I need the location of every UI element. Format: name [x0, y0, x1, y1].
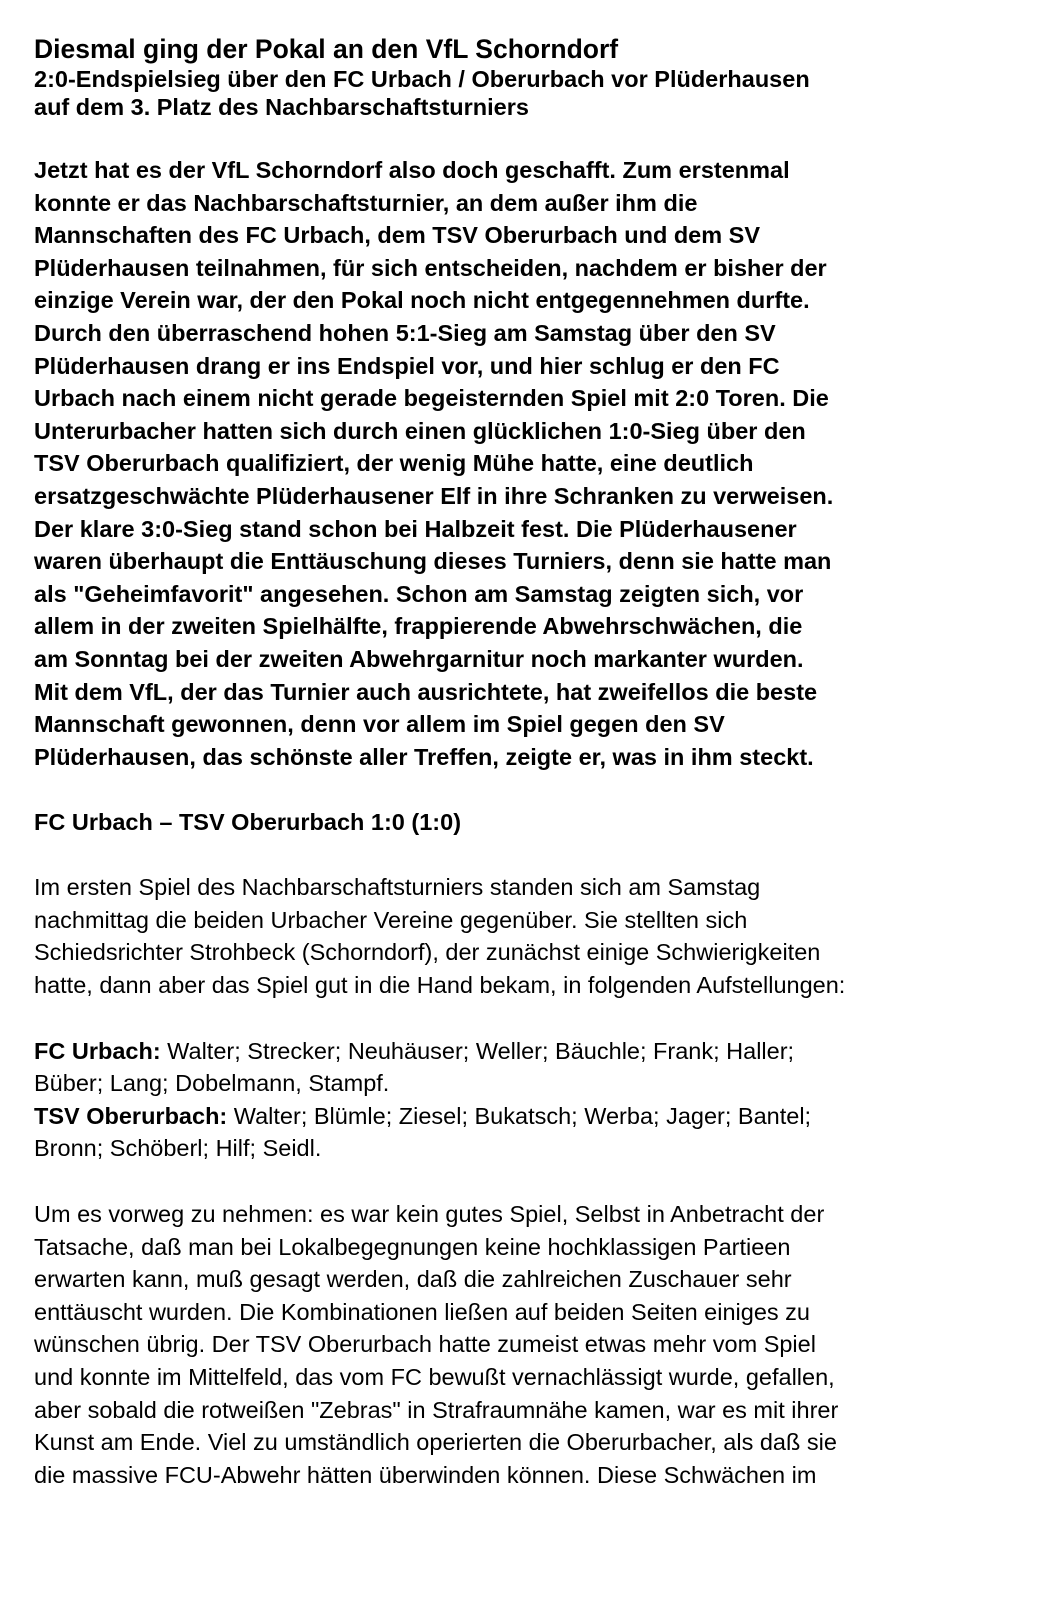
lead-line: am Sonntag bei der zweiten Abwehrgarnitur noch markanter wurden.: [34, 645, 804, 672]
intro-line: nachmittag die beiden Urbacher Vereine gegenüber. Sie stellten sich: [34, 906, 748, 933]
report-paragraph: [34, 1198, 1041, 1491]
intro-line: Schiedsrichter Strohbeck (Schorndorf), der zunächst einige Schwierigkeiten: [34, 939, 821, 966]
report-line: wünschen übrig. Der TSV Oberurbach hatte zumeist etwas mehr vom Spiel: [34, 1331, 816, 1358]
lead-line: Durch den überraschend hohen 5:1-Sieg am Samstag über den SV: [34, 319, 776, 346]
lineups: [34, 1035, 1041, 1165]
subheadline: [34, 65, 1041, 121]
lead-line: als "Geheimfavorit" angesehen. Schon am Samstag zeigten sich, vor: [34, 580, 804, 607]
lead-line: Plüderhausen teilnahmen, für sich entscheiden, nachdem er bisher der: [34, 254, 827, 281]
lineup-players: Walter; Strecker; Neuhäuser; Weller; Bäuchle; Frank; Haller;: [160, 1037, 795, 1064]
lead-line: waren überhaupt die Enttäuschung dieses Turniers, denn sie hatte man: [34, 548, 832, 575]
lead-line: Plüderhausen, das schönste aller Treffen, zeigte er, was in ihm steckt.: [34, 743, 814, 770]
lead-line: TSV Oberurbach qualifiziert, der wenig Mühe hatte, eine deutlich: [34, 450, 754, 477]
lineup-line: [34, 1100, 1041, 1133]
report-line: Tatsache, daß man bei Lokalbegegnungen keine hochklassigen Partieen: [34, 1233, 791, 1260]
lead-line: einzige Verein war, der den Pokal noch nicht entgegennehmen durfte.: [34, 287, 810, 314]
intro-line: hatte, dann aber das Spiel gut in die Hand bekam, in folgenden Aufstellungen:: [34, 972, 846, 999]
lead-line: Der klare 3:0-Sieg stand schon bei Halbzeit fest. Die Plüderhausener: [34, 515, 797, 542]
lead-paragraph: [34, 154, 1041, 773]
lead-line: Urbach nach einem nicht gerade begeisternden Spiel mit 2:0 Toren. Die: [34, 385, 829, 412]
lead-line: Unterurbacher hatten sich durch einen glücklichen 1:0-Sieg über den: [34, 417, 806, 444]
lineup-players: Walter; Blümle; Ziesel; Bukatsch; Werba; Jager; Bantel;: [227, 1102, 812, 1129]
lead-line: allem in der zweiten Spielhälfte, frappierende Abwehrschwächen, die: [34, 613, 803, 640]
subheadline-line: auf dem 3. Platz des Nachbarschaftsturniers: [34, 94, 529, 120]
team-name: TSV Oberurbach:: [34, 1102, 228, 1129]
lineup-line: Büber; Lang; Dobelmann, Stampf.: [34, 1070, 390, 1097]
headline: Diesmal ging der Pokal an den VfL Schorndorf: [34, 34, 619, 64]
report-line: erwarten kann, muß gesagt werden, daß die zahlreichen Zuschauer sehr: [34, 1266, 792, 1293]
lineup-line: [34, 1035, 1041, 1068]
report-line: aber sobald die rotweißen "Zebras" in Strafraumnähe kamen, war es mit ihrer: [34, 1396, 839, 1423]
lead-line: Jetzt hat es der VfL Schorndorf also doch geschafft. Zum erstenmal: [34, 157, 790, 183]
report-line: die massive FCU-Abwehr hätten überwinden können. Diese Schwächen im: [34, 1461, 817, 1488]
team-name: FC Urbach:: [34, 1037, 161, 1064]
lead-line: Mannschaft gewonnen, denn vor allem im Spiel gegen den SV: [34, 711, 725, 738]
match-heading: FC Urbach – TSV Oberurbach 1:0 (1:0): [34, 809, 462, 836]
report-line: Um es vorweg zu nehmen: es war kein gutes Spiel, Selbst in Anbetracht der: [34, 1201, 825, 1228]
report-line: und konnte im Mittelfeld, das vom FC bewußt vernachlässigt wurde, gefallen,: [34, 1364, 835, 1390]
lead-line: Mit dem VfL, der das Turnier auch ausrichtete, hat zweifellos die beste: [34, 678, 818, 705]
intro-line: Im ersten Spiel des Nachbarschaftsturniers standen sich am Samstag: [34, 874, 761, 901]
intro-paragraph: [34, 871, 1041, 1001]
lineup-line: Bronn; Schöberl; Hilf; Seidl.: [34, 1135, 322, 1162]
lead-line: Plüderhausen drang er ins Endspiel vor, und hier schlug er den FC: [34, 352, 780, 379]
report-line: enttäuscht wurden. Die Kombinationen ließen auf beiden Seiten einiges zu: [34, 1298, 811, 1325]
lead-line: ersatzgeschwächte Plüderhausener Elf in ihre Schranken zu verweisen.: [34, 482, 834, 509]
report-line: Kunst am Ende. Viel zu umständlich operierten die Oberurbacher, als daß sie: [34, 1429, 837, 1456]
lead-line: konnte er das Nachbarschaftsturnier, an dem außer ihm die: [34, 189, 698, 216]
subheadline-line: 2:0-Endspielsieg über den FC Urbach / Oberurbach vor Plüderhausen: [34, 66, 810, 92]
lead-line: Mannschaften des FC Urbach, dem TSV Oberurbach und dem SV: [34, 222, 761, 249]
